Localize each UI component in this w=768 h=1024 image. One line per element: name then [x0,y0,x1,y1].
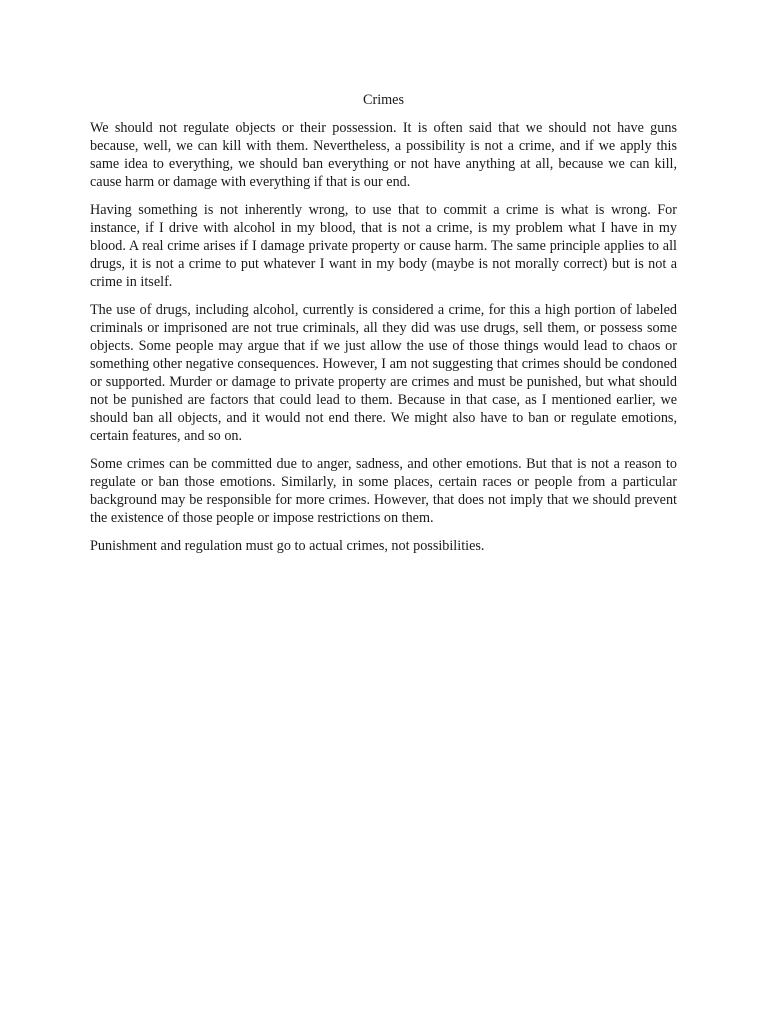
paragraph-5: Punishment and regulation must go to actual crimes, not possibilities. [90,538,485,554]
document-title: Crimes [363,92,404,108]
document-body [90,91,677,565]
paragraph-1: We should not regulate objects or their possession. It is often said that we should not have guns because, well, we can kill with them. Nevertheless, a possibility is not a crime, and if we apply this same idea to everything, we should ban everything or not have anything at all, because we can kill, cause harm or damage with everything if that is our end. [90,120,677,190]
paragraph-2: Having something is not inherently wrong, to use that to commit a crime is what is wrong. For instance, if I drive with alcohol in my blood, that is not a crime, is my problem what I have in my blood. A real crime arises if I damage private property or cause harm. The same principle applies to all drugs, it is not a crime to put whatever I want in my body (maybe is not morally correct) but is not a crime in itself. [90,202,677,290]
paragraph-3: The use of drugs, including alcohol, currently is considered a crime, for this a high portion of labeled criminals or imprisoned are not true criminals, all they did was use drugs, sell them, or possess some objects. Some people may argue that if we just allow the use of those things would lead to chaos or something other negative consequences. However, I am not suggesting that crimes should be condoned or supported. Murder or damage to private property are crimes and must be punished, but what should not be punished are factors that could lead to them. Because in that case, as I mentioned earlier, we should ban all objects, and it would not end there. We might also have to ban or regulate emotions, certain features, and so on. [90,302,677,444]
paragraph-4: Some crimes can be committed due to anger, sadness, and other emotions. But that is not a reason to regulate or ban those emotions. Similarly, in some places, certain races or people from a particular background may be responsible for more crimes. However, that does not imply that we should prevent the existence of those people or impose restrictions on them. [90,456,677,526]
